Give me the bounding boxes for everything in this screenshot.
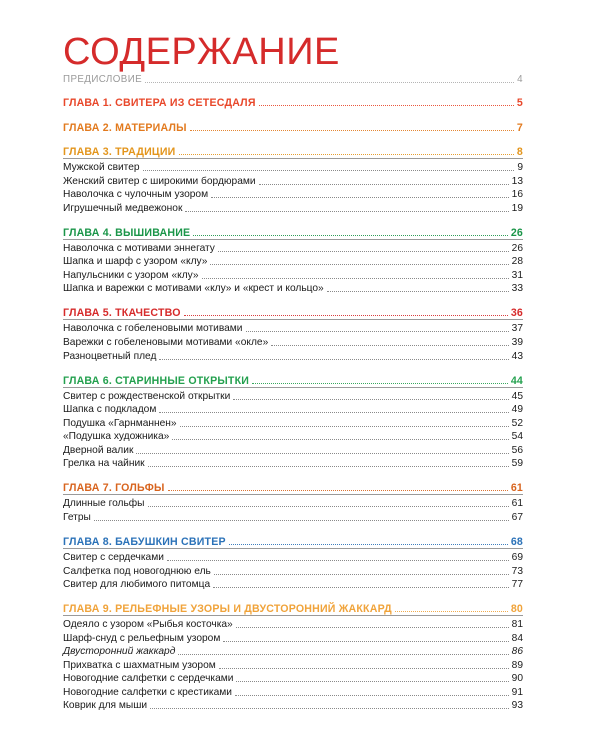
entry-page-number: 91: [511, 686, 523, 698]
toc-chapter-3[interactable]: [63, 144, 523, 158]
dot-leader: [211, 197, 509, 198]
toc-entry[interactable]: [63, 349, 523, 363]
entry-page-number: 13: [511, 175, 523, 187]
entry-page-number: 68: [510, 535, 523, 548]
toc-entry[interactable]: [63, 577, 523, 591]
entry-page-number: 61: [511, 498, 523, 510]
entry-page-number: 43: [511, 350, 523, 362]
chapter-divider: [63, 158, 523, 159]
entry-page-number: 4: [517, 74, 523, 85]
entry-label: Грелка на чайник: [63, 458, 145, 470]
toc-entry[interactable]: [63, 685, 523, 699]
chapter-divider: [63, 239, 523, 240]
entry-page-number: 84: [511, 632, 523, 644]
dot-leader: [327, 291, 509, 292]
entry-label: Женский свитер с широкими бордюрами: [63, 175, 256, 187]
toc-entry[interactable]: [63, 550, 523, 564]
toc-entry[interactable]: [63, 174, 523, 188]
dot-leader: [136, 453, 508, 454]
entry-label: Салфетка под новогоднюю ель: [63, 565, 211, 577]
entry-page-number: 39: [511, 336, 523, 348]
entry-label: ГЛАВА 8. БАБУШКИН СВИТЕР: [63, 535, 226, 548]
toc-entry[interactable]: [63, 658, 523, 672]
entry-label: Шапка с подкладом: [63, 404, 157, 416]
dot-leader: [202, 278, 509, 279]
entry-label: Наволочка с чулочным узором: [63, 189, 209, 201]
entry-label: ГЛАВА 7. ГОЛЬФЫ: [63, 482, 165, 495]
toc-entry[interactable]: [63, 187, 523, 201]
dot-leader: [193, 235, 508, 236]
toc-entry[interactable]: [63, 281, 523, 295]
entry-page-number: 44: [510, 374, 523, 387]
entry-page-number: 90: [511, 673, 523, 685]
entry-label: Свитер для любимого питомца: [63, 579, 211, 591]
entry-label: Разноцветный плед: [63, 350, 157, 362]
toc-preface[interactable]: [63, 72, 523, 86]
toc-entry[interactable]: [63, 456, 523, 470]
dot-leader: [252, 383, 508, 384]
entry-label: ГЛАВА 2. МАТЕРИАЛЫ: [63, 121, 187, 134]
entry-label: ГЛАВА 6. СТАРИННЫЕ ОТКРЫТКИ: [63, 374, 250, 387]
entry-page-number: 19: [511, 202, 523, 214]
entry-label: Варежки с гобеленовыми мотивами «окле»: [63, 336, 269, 348]
entry-label: ГЛАВА 3. ТРАДИЦИИ: [63, 146, 176, 158]
dot-leader: [184, 315, 508, 316]
dot-leader: [246, 331, 509, 332]
entry-page-number: 36: [510, 307, 523, 320]
dot-leader: [235, 695, 509, 696]
entry-page-number: 73: [511, 565, 523, 577]
entry-page-number: 26: [510, 226, 523, 239]
entry-page-number: 8: [516, 146, 523, 158]
toc-chapter-4[interactable]: [63, 225, 523, 239]
toc-entry[interactable]: [63, 416, 523, 430]
entry-label: Новогодние салфетки с крестиками: [63, 686, 232, 698]
dot-leader: [167, 560, 509, 561]
entry-label: ГЛАВА 9. РЕЛЬЕФНЫЕ УЗОРЫ И ДВУСТОРОННИЙ ЖАККАРД: [63, 603, 392, 616]
entry-page-number: 93: [511, 700, 523, 712]
dot-leader: [168, 490, 508, 491]
toc-entry[interactable]: [63, 335, 523, 349]
dot-leader: [159, 359, 508, 360]
entry-label: Шапка и варежки с мотивами «клу» и «крест и кольцо»: [63, 283, 324, 295]
dot-leader: [218, 251, 509, 252]
entry-page-number: 31: [511, 269, 523, 281]
entry-page-number: 59: [511, 458, 523, 470]
entry-label: Наволочка с мотивами эннегату: [63, 242, 215, 254]
toc-chapter-7[interactable]: [63, 480, 523, 494]
entry-page-number: 80: [510, 603, 523, 616]
entry-label: Свитер с сердечками: [63, 551, 164, 563]
chapter-divider: [63, 319, 523, 320]
entry-page-number: 16: [511, 189, 523, 201]
entry-label: Шапка и шарф с узором «клу»: [63, 256, 208, 268]
dot-leader: [185, 211, 508, 212]
entry-page-number: 67: [511, 511, 523, 523]
dot-leader: [395, 611, 508, 612]
dot-leader: [145, 82, 514, 83]
toc-chapter-6[interactable]: [63, 373, 523, 387]
entry-page-number: 56: [511, 444, 523, 456]
entry-label: Мужской свитер: [63, 162, 140, 173]
entry-page-number: 33: [511, 283, 523, 295]
entry-label: Напульсники с узором «клу»: [63, 269, 199, 281]
entry-page-number: 45: [511, 390, 523, 402]
toc-entry[interactable]: [63, 631, 523, 645]
toc-entry[interactable]: [63, 698, 523, 712]
entry-page-number: 61: [510, 482, 523, 495]
dot-leader: [148, 466, 509, 467]
dot-leader: [259, 184, 509, 185]
dot-leader: [172, 439, 508, 440]
entry-label: Одеяло с узором «Рыбья косточка»: [63, 619, 233, 631]
toc-chapter-2[interactable]: [63, 120, 523, 134]
entry-page-number: 86: [511, 646, 523, 658]
entry-page-number: 28: [511, 256, 523, 268]
entry-label: ГЛАВА 4. ВЫШИВАНИЕ: [63, 226, 191, 239]
entry-label: Новогодние салфетки с сердечками: [63, 673, 234, 685]
toc-entry[interactable]: [63, 201, 523, 215]
entry-label: ГЛАВА 1. СВИТЕРА ИЗ СЕТЕСДАЛЯ: [63, 97, 256, 109]
toc-entry[interactable]: [63, 617, 523, 631]
toc-chapter-5[interactable]: [63, 305, 523, 319]
entry-label: «Подушка художника»: [63, 431, 170, 443]
dot-leader: [229, 544, 508, 545]
entry-label: Коврик для мыши: [63, 700, 148, 712]
chapter-divider: [63, 494, 523, 495]
dot-leader: [236, 627, 509, 628]
dot-leader: [271, 345, 508, 346]
dot-leader: [236, 681, 508, 682]
entry-label: Подушка «Гарнманнен»: [63, 417, 177, 429]
dot-leader: [143, 170, 515, 171]
dot-leader: [213, 587, 509, 588]
entry-page-number: 7: [516, 121, 523, 134]
toc-entry[interactable]: [63, 644, 523, 658]
entry-page-number: 5: [516, 97, 523, 109]
entry-label: Дверной валик: [63, 444, 134, 456]
dot-leader: [259, 105, 514, 106]
dot-leader: [148, 506, 509, 507]
dot-leader: [214, 574, 509, 575]
entry-label: Гетры: [63, 511, 91, 523]
entry-page-number: 26: [511, 242, 523, 254]
toc-entry[interactable]: [63, 671, 523, 685]
dot-leader: [180, 426, 509, 427]
dot-leader: [94, 520, 509, 521]
entry-page-number: 49: [511, 404, 523, 416]
toc-entry[interactable]: [63, 321, 523, 335]
toc-entry[interactable]: [63, 443, 523, 457]
dot-leader: [223, 641, 508, 642]
chapter-divider: [63, 548, 523, 549]
toc-entry[interactable]: [63, 496, 523, 510]
chapter-divider: [63, 615, 523, 616]
dot-leader: [178, 654, 508, 655]
entry-page-number: 52: [511, 417, 523, 429]
toc-entry[interactable]: [63, 429, 523, 443]
toc-page: [63, 0, 523, 750]
dot-leader: [150, 708, 509, 709]
entry-page-number: 69: [511, 551, 523, 563]
entry-label: Длинные гольфы: [63, 498, 145, 510]
entry-label: Игрушечный медвежонок: [63, 202, 183, 214]
entry-label: Шарф-снуд с рельефным узором: [63, 632, 221, 644]
entry-page-number: 81: [511, 619, 523, 631]
entry-label: ГЛАВА 5. ТКАЧЕСТВО: [63, 307, 181, 320]
toc-entry[interactable]: [63, 160, 523, 174]
toc-entry[interactable]: [63, 402, 523, 416]
entry-page-number: 89: [511, 659, 523, 671]
toc-chapter-1[interactable]: [63, 95, 523, 109]
toc-entry[interactable]: [63, 389, 523, 403]
toc-chapter-8[interactable]: [63, 534, 523, 548]
toc-entry[interactable]: [63, 268, 523, 282]
dot-leader: [159, 412, 508, 413]
entry-page-number: 37: [511, 323, 523, 335]
entry-label: Наволочка с гобеленовыми мотивами: [63, 323, 243, 335]
dot-leader: [190, 130, 514, 131]
dot-leader: [233, 399, 508, 400]
entry-label: Двусторонний жаккард: [63, 646, 176, 658]
entry-page-number: 9: [517, 162, 523, 173]
toc-entry[interactable]: [63, 254, 523, 268]
dot-leader: [219, 668, 509, 669]
toc-chapter-9[interactable]: [63, 601, 523, 615]
entry-label: Свитер с рождественской открытки: [63, 390, 231, 402]
entry-page-number: 77: [511, 579, 523, 591]
dot-leader: [210, 264, 508, 265]
toc-entry[interactable]: [63, 241, 523, 255]
entry-page-number: 54: [511, 431, 523, 443]
toc-entry[interactable]: [63, 510, 523, 524]
entry-label: Прихватка с шахматным узором: [63, 659, 216, 671]
page-title: СОДЕРЖАНИЕ: [63, 31, 340, 73]
entry-label: ПРЕДИСЛОВИЕ: [63, 74, 143, 85]
toc-entry[interactable]: [63, 564, 523, 578]
chapter-divider: [63, 387, 523, 388]
dot-leader: [179, 154, 514, 155]
